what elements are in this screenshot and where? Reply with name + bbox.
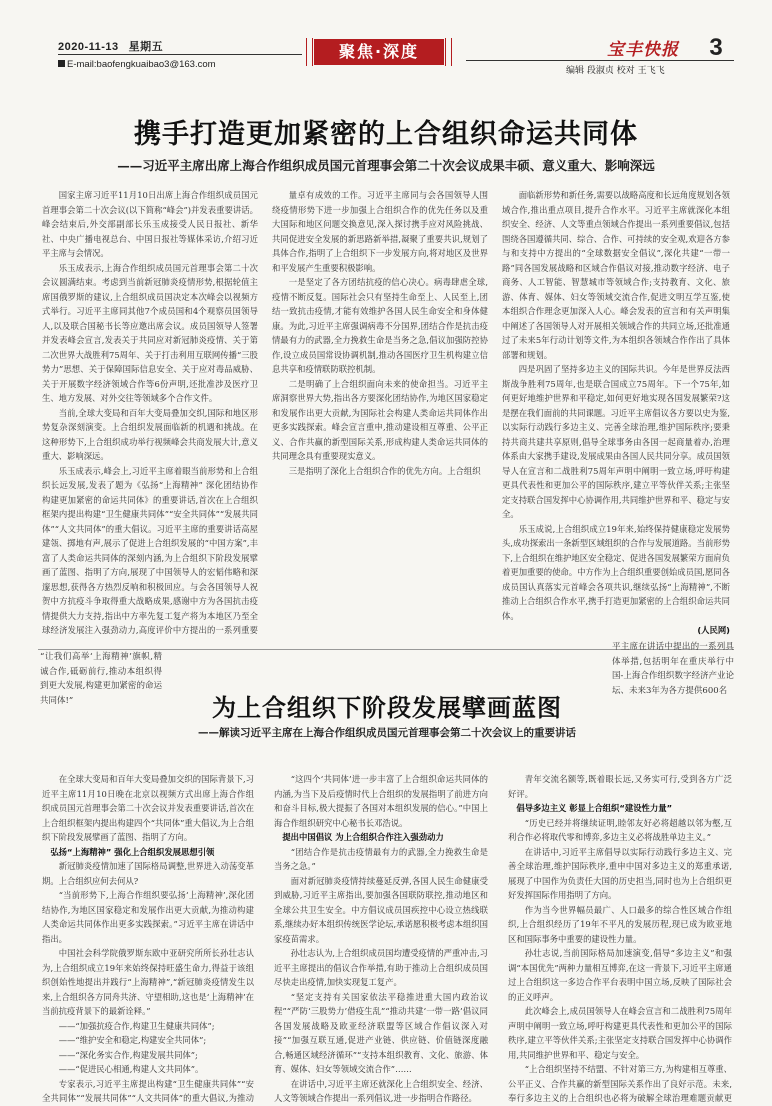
paragraph: 一是坚定了各方团结抗疫的信心决心。病毒肆虐全球,疫情不断反复。国际社会只有坚持生命至上、人民至上,团结一致抗击疫情,才能有效维护各国人民生命安全和身体健康。为此,习近平主席强调病毒不分国界,团结合作是抗击疫情最有力的武器,全力挽救生命是当务之急,倡议加强防控协作,设立成员国常设协调机制,推动各国医疗卫生机构建立信息共享和疫情联防联控机制。	[272, 277, 488, 374]
header-rule-right	[466, 60, 734, 61]
paragraph: 中国社会科学院俄罗斯东欧中亚研究所所长孙壮志认为,上合组织成立19年来始终保持旺盛生命力,得益于该组织创始性地提出并践行“上海精神”,“新冠肺炎疫情发生以来,上合组织各方同舟共济、守望相助,这也是‘上海精神’在当前抗疫背景下的最新诠释。”	[42, 948, 254, 1016]
paragraph: “上合组织坚持不结盟、不针对第三方,为构建相互尊重、公平正义、合作共赢的新型国际关系作出了良好示范。未来,奉行多边主义的上合组织也必将为破解全球治理难题贡献更	[508, 1064, 732, 1102]
paragraph: 新冠肺炎疫情加速了国际格局调整,世界进入动荡变革期。上合组织应何去何从?	[42, 861, 254, 886]
paragraph: 在全球大变局和百年大变局叠加交织的国际背景下,习近平主席11月10日晚在北京以视频方式出席上海合作组织成员国元首理事会第二十次会议并发表重要讲话,首次在上合组织框架内提出构建四个“共同体”重大倡议,为上合组织下阶段发展擘画了蓝图、指明了方向。	[42, 774, 254, 842]
article2-column-1	[42, 772, 254, 1102]
paragraph: 当前,全球大变局和百年大变局叠加交织,国际和地区形势复杂深刻演变。上合组织发展面临新的机遇和挑战。在这种形势下,上合组织成功举行视频峰会共商发展大计,意义重大、影响深远。	[42, 407, 258, 461]
pull-quote-right: 平主席在讲话中提出的一系列具体举措,包括明年在重庆举行中国-上海合作组织数字经济产业论坛、未来3年为各方提供600名	[612, 642, 734, 696]
paragraph: ——“加强抗疫合作,构建卫生健康共同体”;	[58, 1020, 215, 1031]
paragraph: 三是指明了深化上合组织合作的优先方向。上合组织	[288, 465, 481, 476]
paragraph: 国家主席习近平11月10日出席上海合作组织成员国元首理事会第二十次会议(以下简称“峰会”)并发表重要讲话。峰会结束后,外交部副部长乐玉成接受人民日报社、新华社、中央广播电视总台、中国日报社等媒体采访,介绍习近平主席与会情况。	[42, 190, 258, 258]
paragraph: “历史已经并将继续证明,睦邻友好必将超越以邻为壑,互利合作必将取代零和博弈,多边主义必将战胜单边主义。”	[508, 817, 732, 842]
article2-column-3	[508, 772, 732, 1102]
article2-headline: 为上合组织下阶段发展擘画蓝图	[212, 694, 562, 722]
section-tag	[306, 36, 452, 68]
section-decoration-right	[445, 38, 452, 66]
square-bullet-icon	[58, 60, 65, 67]
section-decoration-left	[306, 38, 313, 66]
issue-date	[58, 38, 173, 54]
article1-column-1	[42, 188, 258, 638]
paragraph: 专家表示,习近平主席提出构建“卫生健康共同体”“安全共同体”“发展共同体”“人文共同体”的重大倡议,为推动	[42, 1078, 254, 1102]
paragraph: 此次峰会上,成员国领导人在峰会宣言和二战胜利75周年声明中阐明一致立场,呼吁构建更具代表性和更加公平的国际秩序,建立平等伙伴关系;主张坚定支持联合国发挥中心协调作用,共同维护世界和平、稳定与安全。	[508, 1006, 732, 1060]
paragraph: ——“促进民心相通,构建人文共同体”。	[58, 1064, 204, 1074]
paragraph: 孙壮志说,当前国际格局加速演变,倡导“多边主义”和强调“本国优先”两种力量相互博弈,在这一背景下,习近平主席通过上合组织这一多边合作平台表明中国立场,反映了国际社会的正义呼声。	[508, 948, 732, 1002]
paragraph: 乐玉成表示,上海合作组织成员国元首理事会第二十次会议圆满结束。考虑到当前新冠肺炎疫情形势,根据轮值主席国俄罗斯的建议,上合组织成员国决定本次峰会以视频方式举行。习近平主席同其他7个成员国和4个观察员国领导人,以及联合国秘书长等应邀出席会议。成员国领导人签署并发表峰会宣言,发表关于共同应对新冠肺炎疫情、关于第二次世界大战胜利75周年、关于打击利用互联网传播“三股势力”思想、关于保障国际信息安全、关于应对毒品威胁、关于开展数字经济领域合作等6份声明,还批准涉及医疗卫生、地方发展、对外交往等领域多个合作文件。	[42, 262, 258, 403]
paragraph: “团结合作是抗击疫情最有力的武器,全力挽救生命是当务之急。”	[274, 846, 488, 871]
paragraph: 在讲话中,习近平主席还就深化上合组织安全、经济、人文等领域合作提出一系列倡议,进一步指明合作路径。	[274, 1078, 488, 1102]
paragraph: “当前形势下,上海合作组织要弘扬‘上海精神’,深化团结协作,为地区国家稳定和发展作出更大贡献,为推动构建人类命运共同体作出更多实践探索。”习近平主席在讲话中指出。	[42, 890, 254, 944]
paragraph: 作为当今世界幅员最广、人口最多的综合性区域合作组织,上合组织经历了19年不平凡的发展历程,现已成为欧亚地区和国际事务中重要的建设性力量。	[508, 904, 732, 944]
paragraph: 面临新形势和新任务,需要以战略高度和长远角度规划各领域合作,推出重点项目,提升合作水平。习近平主席就深化本组织安全、经济、人文等重点领域合作提出一系列重要倡议,包括围绕各国遵循共同、综合、合作、可持续的安全观,欢迎各方参与和支持中方提出的“全球数据安全倡议”,深化共建“一带一路”同各国发展战略和区域合作倡议对接,推动数字经济、电子商务、人工智能、智慧城市等领域合作;支持教育、文化、旅游、体育、媒体、妇女等领域交流合作,促进文明互学互鉴,使本组织合作理念更加深入人心。峰会发表的宣言和有关声明集中阐述了各国领导人对开展相关领域合作的共同立场,还批准通过了未来5年行动计划等文件,为本组织各领域合作作出了具体部署和规划。	[502, 190, 730, 360]
article1-source	[502, 623, 730, 638]
header-rule-left	[58, 54, 302, 55]
article2-column-2	[274, 772, 488, 1102]
article1-headline: 携手打造更加紧密的上合组织命运共同体	[134, 119, 638, 150]
paragraph: 在讲话中,习近平主席倡导以实际行动践行多边主义、完善全球治理,维护国际秩序,重申中国对多边主义的郑重承诺,展现了中国作为负责任大国的历史担当,同时也为上合组织更好发挥国际作用指明了方向。	[508, 846, 732, 900]
section-label: 聚焦·深度	[314, 39, 444, 65]
pull-quote-left: “让我们高举‘上海精神’旗帜,精诚合作,砥砺前行,推动本组织得到更大发展,构建更加紧密的命运共同体!”	[40, 652, 162, 706]
source-credit: (人民网)	[697, 625, 730, 635]
paragraph: “这四个‘共同体’进一步丰富了上合组织命运共同体的内涵,为当下及后疫情时代上合组织的发展指明了前进方向和奋斗目标,极大提振了各国对本组织发展的信心。”中国上海合作组织研究中心秘书长邓浩说。	[274, 774, 488, 828]
email-line	[58, 59, 216, 70]
paragraph: 乐玉成表示,峰会上,习近平主席着眼当前形势和上合组织长远发展,发表了题为《弘扬“上海精神” 深化团结协作 构建更加紧密的命运共同体》的重要讲话,首次在上合组织框架内提出构建“卫生健康共同体”“安全共同体”“发展共同体”“人文共同体”的重大倡议。习近平主席的重要讲话高屋建瓴、掷地有声,展示了促进上合组织发展的“中国方案”,丰富了人类命运共同体的深刻内涵,为上合组织下阶段发展擘画了蓝图、指明了方向,展现了中国领导人的宏韬伟略和深邃思想,获得各方热烈反响和积极回应。与会各国领导人祝贺中方抗疫斗争取得重大战略成果,感谢中方为各国抗击疫情提供大力支持,指出中方率先复工复产将为本地区乃至全球经济发展注入强劲动力,高度评价中方提出的一系列重要	[42, 465, 258, 635]
paragraph: 量卓有成效的工作。习近平主席同与会各国领导人围绕疫情形势下进一步加强上合组织合作的优先任务以及重大国际和地区问题交换意见,深入探讨携手应对风险挑战、共同促进安全发展的新思路新举措,凝聚了重要共识,规划了具体合作,指明了上合组织下一步发展方向,将对地区及世界和平发展产生重要积极影响。	[272, 190, 488, 273]
paragraph: 四是巩固了坚持多边主义的国际共识。今年是世界反法西斯战争胜利75周年,也是联合国成立75周年。下一个75年,如何更好地维护世界和平稳定,如何更好地实现各国发展繁荣?这是摆在我们面前的共同课题。习近平主席倡议各方要以史为鉴,以实际行动践行多边主义、完善全球治理,维护国际秩序;要秉持共商共建共享原则,倡导全球事务由各国一起商量着办,治理体系由大家携手建设,发展成果由各国人民共同分享。成员国领导人在宣言和二战胜利75周年声明中阐明一致立场,呼吁构建更具代表性和更加公平的国际秩序,建立平等伙伴关系;主张坚定支持联合国发挥中心协调作用,共同维护世界和平、稳定与安全。	[502, 364, 730, 519]
article1-subheadline: ——习近平主席出席上海合作组织成员国元首理事会第二十次会议成果丰硕、意义重大、影响深远	[117, 158, 655, 173]
article1-column-3	[502, 188, 730, 638]
article1-column-2	[272, 188, 488, 638]
paragraph: ——“维护安全和稳定,构建安全共同体”;	[58, 1035, 207, 1045]
paragraph: “坚定支持有关国家依法平稳推进重大国内政治议程”“严防‘三股势力’借疫生乱”“推动共建‘一带一路’倡议同各国发展战略及欧亚经济联盟等区域合作倡议深入对接”“加强互联互通,促进产业链、供应链、价值链深度融合,畅通区域经济循环”“支持本组织教育、文化、旅游、体育、媒体、妇女等领域交流合作”……	[274, 991, 488, 1074]
weekday-text: 星期五	[128, 41, 164, 53]
paragraph: 面对新冠肺炎疫情持续蔓延反弹,各国人民生命健康受到威胁,习近平主席指出,要加强各国联防联控,推动地区和全球公共卫生安全。中方倡议成员国疾控中心设立热线联系,继续办好本组织传统医学论坛,承诺愿积极考虑本组织国家疫苗需求。	[274, 875, 488, 944]
date-text: 2020-11-13	[58, 41, 119, 53]
paragraph: 青年交流名额等,既着眼长远,又务实可行,受到各方广泛好评。	[508, 774, 732, 799]
email-text: E-mail:baofengkuaibao3@163.com	[67, 59, 216, 70]
section-heading: 倡导多边主义 彰显上合组织“建设性力量”	[516, 803, 673, 813]
paragraph: ——“深化务实合作,构建发展共同体”;	[58, 1049, 198, 1060]
article2-subheadline: ——解读习近平主席在上海合作组织成员国元首理事会第二十次会议上的重要讲话	[198, 727, 576, 739]
section-heading: 提出中国倡议 为上合组织合作注入强劲动力	[282, 832, 444, 842]
section-heading: 弘扬“上海精神” 强化上合组织发展思想引领	[50, 846, 215, 857]
paragraph: 孙壮志认为,上合组织成员国均遭受疫情的严重冲击,习近平主席提出的倡议合作举措,有助于推动上合组织成员国尽快走出疫情,加快实现复工复产。	[274, 948, 488, 987]
newspaper-logo: 宝丰快报	[607, 40, 679, 60]
paragraph: 乐玉成说,上合组织成立19年来,始终保持健康稳定发展势头,成功探索出一条新型区域组织的合作与发展道路。当前形势下,上合组织在维护地区安全稳定、促进各国发展繁荣方面肩负着更加重要的使命。中方作为上合组织重要创始成员国,愿同各成员国认真落实元首峰会各项共识,继续弘扬“上海精神”,不断推动上合组织合作水平,携手打造更加紧密的上合组织命运共同体。	[502, 523, 730, 621]
page-number: 3	[709, 34, 723, 61]
paragraph: 二是明确了上合组织面向未来的使命担当。习近平主席洞察世界大势,指出各方要深化团结协作,为地区国家稳定和发展作出更大贡献,为国际社会构建人类命运共同体作出更多实践探索。峰会宣言重申,推动建设相互尊重、公平正义、合作共赢的新型国际关系,形成构建人类命运共同体的共同理念具有重要现实意义。	[272, 378, 488, 461]
editor-credits: 编辑 段淑贞 校对 王飞飞	[566, 66, 665, 76]
